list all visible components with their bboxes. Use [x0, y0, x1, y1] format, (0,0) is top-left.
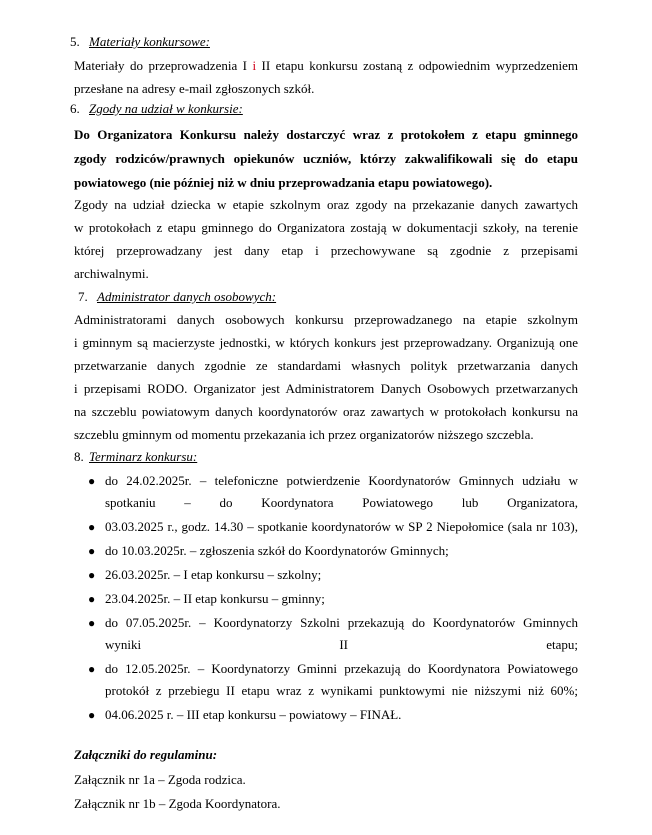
section-5-text [74, 54, 578, 100]
bullet-icon: ● [88, 474, 96, 488]
list-item: ● do 10.03.2025r. – zgłoszenia szkół do Koordynatorów Gminnych; [74, 540, 578, 562]
section-5-number: 5. [70, 34, 80, 49]
section-6-number: 6. [70, 101, 80, 116]
text-line: powiatowego (nie później niż w dniu przeprowadzania etapu powiatowego). [74, 175, 493, 190]
text-line: zgody rodziców/prawnych opiekunów uczniów, którzy zakwalifikowali się do etapu [74, 151, 578, 166]
section-6-title: Zgody na udział w konkursie: [89, 101, 243, 116]
list-item: ● 03.03.2025 r., godz. 14.30 – spotkanie koordynatorów w SP 2 Niepołomice (sala nr 103), [74, 516, 578, 538]
attachment-item: Załącznik nr 1a – Zgoda rodzica. [74, 772, 246, 787]
text-line: na szczeblu powiatowym danych koordynatorów oraz zawartych w protokołach konkursu na [74, 404, 578, 419]
section-8-heading [74, 449, 197, 465]
section-6-text [74, 193, 578, 285]
bullet-icon: ● [88, 568, 96, 582]
list-item: ● do 12.05.2025r. – Koordynatorzy Gminni przekazują do Koordynatora Powiatowego protokół z przebiegu II etapu wraz z wynikami punktowymi nie niższymi niż 60%; [74, 658, 578, 702]
section-5-heading [70, 34, 210, 50]
attachments-title: Załączniki do regulaminu: [74, 747, 218, 762]
bullet-icon: ● [88, 662, 96, 676]
text-line: Do Organizatora Konkursu należy dostarczyć wraz z protokołem z etapu gminnego [74, 127, 578, 142]
red-conjunction: i [252, 58, 257, 73]
attachment-item: Załącznik nr 1b – Zgoda Koordynatora. [74, 796, 281, 811]
section-7-title: Administrator danych osobowych: [97, 289, 277, 304]
text-line: szczeblu gminnym od momentu przekazania ich przez organizatorów niższego szczebla. [74, 427, 534, 442]
section-6-bold-text [74, 123, 578, 195]
text-line: Zgody na udział dziecka w etapie szkolnym oraz zgody na przekazanie danych zawartych [74, 197, 578, 212]
list-item: ● do 24.02.2025r. – telefoniczne potwierdzenie Koordynatorów Gminnych udziału w spotkaniu – do Koordynatora Powiatowego lub Organizatora, [74, 470, 578, 514]
text-line: przesłane na adresy e-mail zgłoszonych szkół. [74, 81, 315, 96]
text-line: i przepisami RODO. Organizator jest Administratorem Danych Osobowych przetwarzanych [74, 381, 578, 396]
text-line: Materiały do przeprowadzenia I i II etapu konkursu zostaną z odpowiednim wyprzedzeniem [74, 58, 578, 73]
list-item: ● 04.06.2025 r. – III etap konkursu – powiatowy – FINAŁ. [74, 704, 578, 726]
schedule-list [74, 470, 578, 728]
text-line: przetwarzanie danych zgodnie ze standardami własnych polityk przetwarzania danych [74, 358, 578, 373]
text-line: archiwalnymi. [74, 266, 149, 281]
bullet-icon: ● [88, 520, 96, 534]
text-line: w protokołach z etapu gminnego do Organizatora zostają w dokumentacji szkoły, na terenie [74, 220, 578, 235]
bullet-icon: ● [88, 616, 96, 630]
text-line: której przeprowadzany jest dany etap i przechowywane są zgodnie z przepisami [74, 243, 578, 258]
bullet-icon: ● [88, 708, 96, 722]
section-5-title: Materiały konkursowe: [89, 34, 210, 49]
list-item: ● 26.03.2025r. – I etap konkursu – szkolny; [74, 564, 578, 586]
list-item: ● 23.04.2025r. – II etap konkursu – gminny; [74, 588, 578, 610]
section-7-number: 7. [78, 289, 88, 304]
section-7-heading [78, 289, 276, 305]
bullet-icon: ● [88, 544, 96, 558]
section-7-text [74, 308, 578, 446]
section-8-number: 8. [74, 449, 84, 464]
section-6-heading [70, 101, 243, 117]
list-item: ● do 07.05.2025r. – Koordynatorzy Szkolni przekazują do Koordynatorów Gminnych wyniki II etapu; [74, 612, 578, 656]
text-line: Administratorami danych osobowych konkursu przeprowadzanego na etapie szkolnym [74, 312, 578, 327]
bullet-icon: ● [88, 592, 96, 606]
text-line: i gminnym są macierzyste jednostki, w których konkurs jest przeprowadzany. Organizują one [74, 335, 578, 350]
section-8-title: Terminarz konkursu: [89, 449, 198, 464]
